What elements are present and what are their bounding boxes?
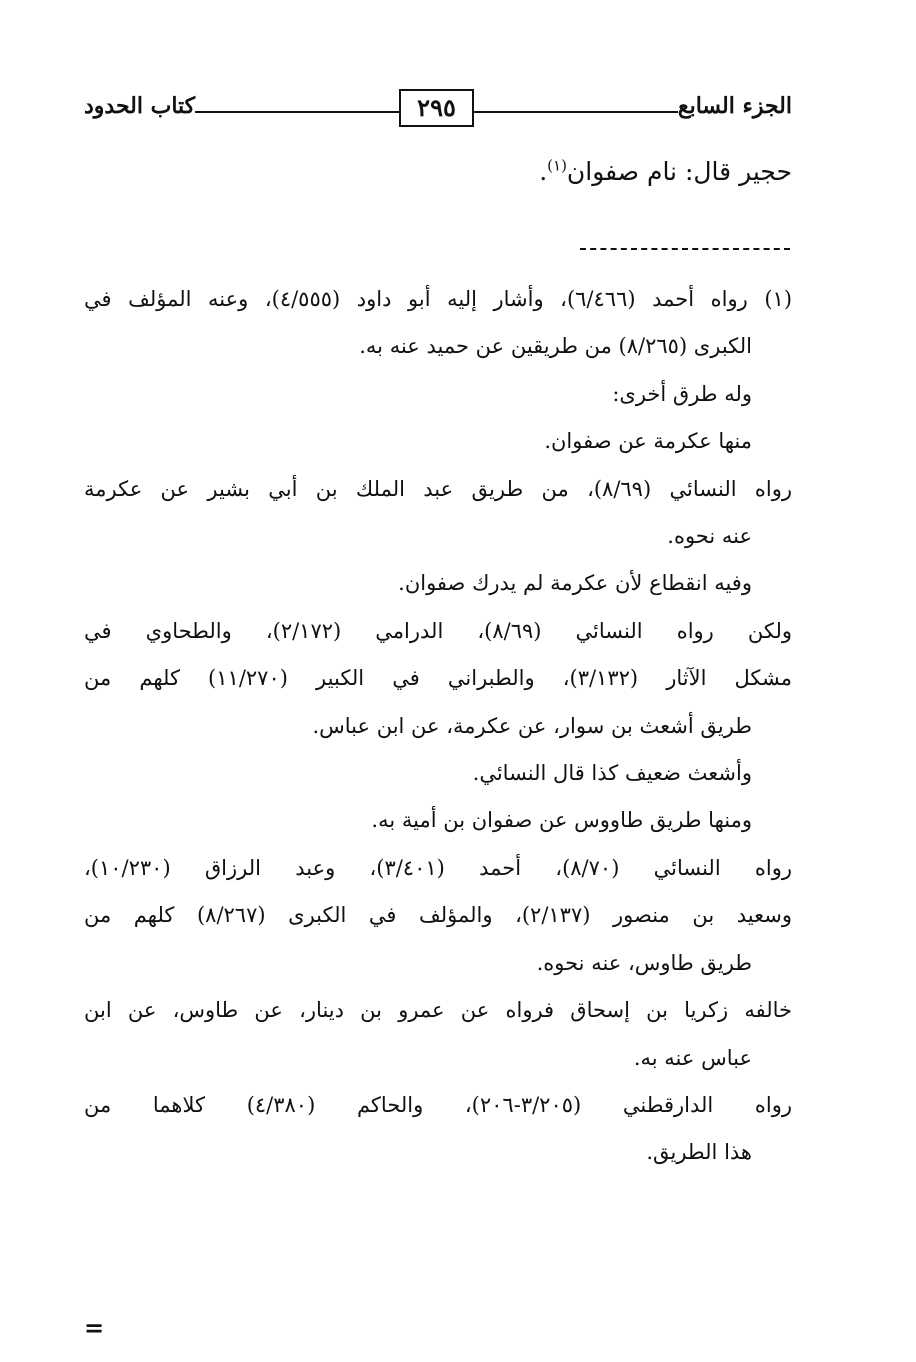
footnote-line: وأشعث ضعيف كذا قال النسائي. [472,761,752,786]
header-part-title: الجزء السابع [677,93,792,119]
footnote-line: عنه نحوه. [667,524,752,549]
footnote-line: ولكن رواه النسائي (٨/٦٩)، الدرامي (٢/١٧٢)، والطحاوي في [84,618,793,643]
header-rule-right [474,111,678,113]
footnote-line: هذا الطريق. [646,1140,752,1165]
footnote-line: (١) رواه أحمد (٦/٤٦٦)، وأشار إليه أبو داود (٤/٥٥٥)، وعنه المؤلف في [84,287,793,311]
header-rule-left [195,111,399,113]
footnote-line: طريق طاوس، عنه نحوه. [536,950,752,975]
continuation-mark: = [84,1313,105,1342]
main-text-end: . [539,157,548,186]
footnote-line: وفيه انقطاع لأن عكرمة لم يدرك صفوان. [398,571,752,596]
footnote-line: رواه النسائي (٨/٦٩)، من طريق عبد الملك بن أبي بشير عن عكرمة [84,476,792,501]
footnote-line: خالفه زكريا بن إسحاق فرواه عن عمرو بن دينار، عن طاوس، عن ابن [84,998,792,1023]
footnote-line: رواه النسائي (٨/٧٠)، أحمد (٣/٤٠١)، وعبد الرزاق (١٠/٢٣٠)، [84,855,793,880]
footnote-line: منها عكرمة عن صفوان. [544,429,752,454]
footnote-line: ومنها طريق طاووس عن صفوان بن أمية به. [371,808,752,833]
footnote-line: رواه الدارقطني (٣/٢٠٥-٢٠٦)، والحاكم (٤/٣٨٠) كلاهما من [84,1092,792,1117]
main-text [84,148,792,196]
footnote-line: وله طرق أخرى: [612,381,752,406]
footnote-separator [580,248,790,250]
footnote-line: وسعيد بن منصور (٢/١٣٧)، والمؤلف في الكبرى (٨/٢٦٧) كلهم من [84,903,792,928]
header-book-title: كتاب الحدود [83,93,196,119]
footnote-reference: (١) [547,156,567,175]
running-header [84,84,792,128]
footnote-line: مشكل الآثار (٣/١٣٢)، والطبراني في الكبير (١١/٢٧٠) كلهم من [84,666,792,691]
footnote-line: عباس عنه به. [633,1045,752,1070]
footnotes [84,276,792,1177]
main-text-line: حجير قال: نام صفوان [566,157,792,186]
footnote-line: طريق أشعث بن سوار، عن عكرمة، عن ابن عباس. [312,713,752,738]
page-number: ٢٩٥ [399,89,474,127]
footnote-line: الكبرى (٨/٢٦٥) من طريقين عن حميد عنه به. [359,334,752,359]
